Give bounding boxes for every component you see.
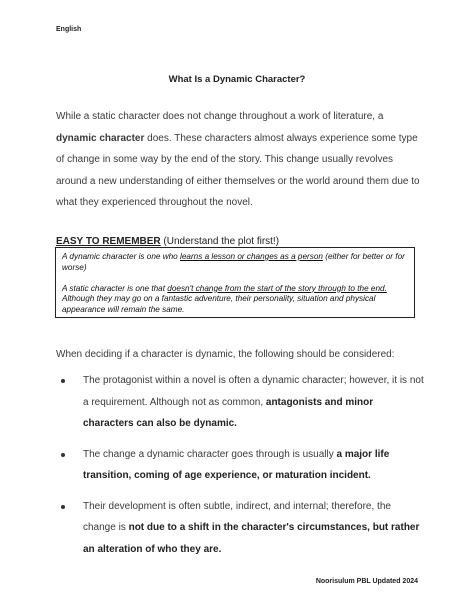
list-item xyxy=(56,370,424,435)
definition-box xyxy=(55,247,415,318)
easy-heading-rest: (Understand the plot first!) xyxy=(160,236,280,247)
easy-heading xyxy=(56,236,279,247)
dynamic-definition xyxy=(62,252,408,274)
dynamic-def-b: (either for better or for worse) xyxy=(62,252,405,272)
dynamic-def-underlined: learns a lesson or changes as a person xyxy=(180,252,323,261)
intro-text-1: While a static character does not change throughout a work of literature, a xyxy=(56,111,384,122)
static-definition xyxy=(62,284,408,316)
bullet-3-text: Their development is often subtle, indirect, and internal; therefore, the change is xyxy=(83,500,391,533)
easy-heading-bold: EASY TO REMEMBER xyxy=(56,236,161,247)
intro-bold-term: dynamic character xyxy=(56,132,145,144)
footer-text: Noorisulum PBL Updated 2024 xyxy=(315,578,418,585)
intro-text-2: does. These characters almost always experience some type of change in some way by the end of the story. This change usually revolves around a new understanding of either themselves or the world around them due to what they experienced throughout the novel. xyxy=(56,132,420,208)
header-subject: English xyxy=(56,26,82,33)
page-title: What Is a Dynamic Character? xyxy=(168,74,306,85)
static-def-b: Although they may go on a fantastic adventure, their personality, situation and physical appearance will remain the same. xyxy=(62,294,376,315)
considerations-list xyxy=(56,370,424,569)
static-def-underlined: doesn't change from the start of the story through to the end. xyxy=(167,283,387,293)
intro-paragraph xyxy=(56,106,421,214)
bullet-1-bold: antagonists and minor characters can also be dynamic. xyxy=(83,396,374,429)
list-item xyxy=(56,496,424,561)
bullet-2-bold: a major life transition, coming of age experience, or maturation incident. xyxy=(83,448,390,481)
bullet-2-text: The change a dynamic character goes through is usually xyxy=(83,448,337,460)
static-def-a: A static character is one that xyxy=(62,283,168,293)
dynamic-def-a: A dynamic character is one who xyxy=(62,252,181,261)
bullet-3-bold: not due to a shift in the character's circumstances, but rather an alteration of who they are. xyxy=(83,522,420,555)
considerations-lead: When deciding if a character is dynamic, the following should be considered: xyxy=(56,349,395,360)
bullet-1-text: The protagonist within a novel is often a dynamic character; however, it is not a requirement. Although not as common, xyxy=(83,375,424,408)
list-item xyxy=(56,444,424,487)
